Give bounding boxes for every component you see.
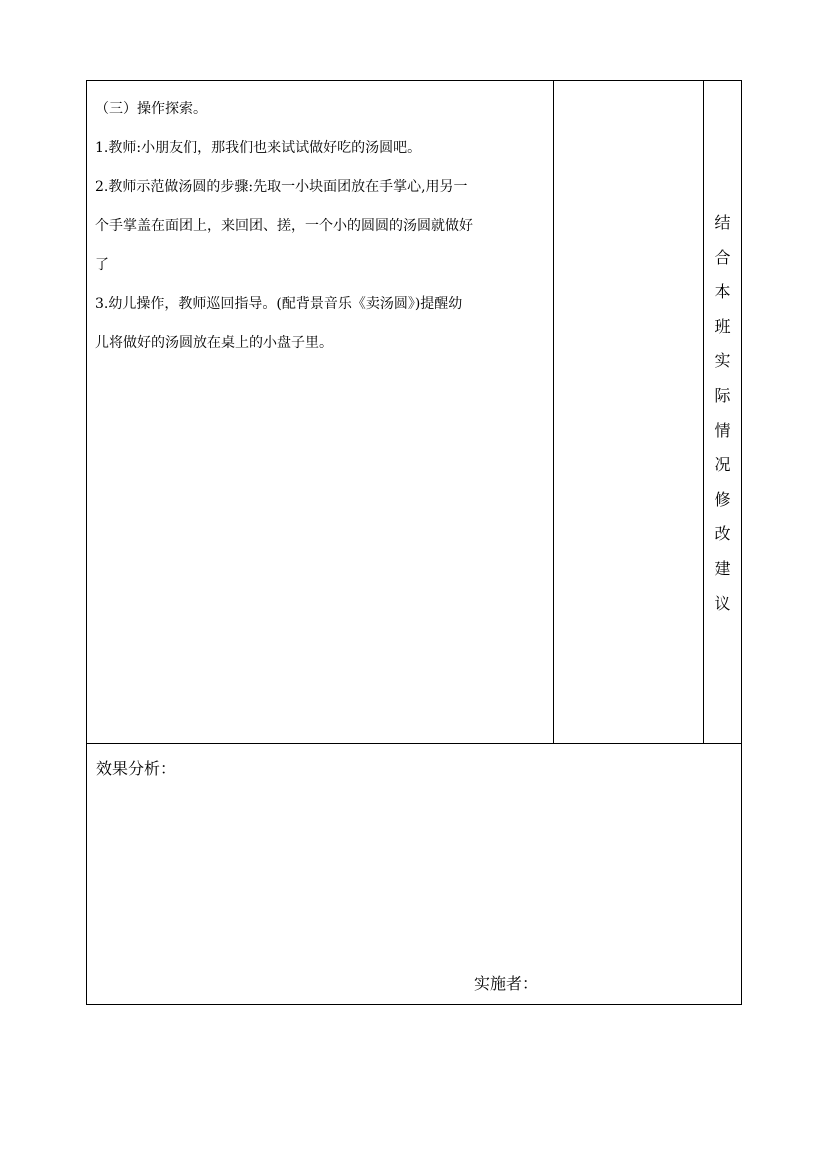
column-divider-1 [553, 80, 554, 744]
section-title: （三）操作探索。 [95, 101, 207, 117]
note-char: 合 [714, 247, 731, 267]
revision-note-vertical [706, 206, 739, 621]
step-3-line-b: 儿将做好的汤圆放在桌上的小盘子里。 [95, 335, 333, 351]
table-border-top [86, 80, 742, 81]
table-border-bottom [86, 1004, 742, 1005]
lesson-content [95, 90, 550, 363]
step-2-line-c: 了 [95, 257, 109, 273]
note-char: 修 [714, 489, 731, 509]
note-char: 结 [714, 213, 731, 232]
note-char: 实 [714, 351, 731, 371]
note-char: 本 [714, 282, 731, 302]
step-2-line-b: 个手掌盖在面团上，来回团、搓，一个小的圆圆的汤圆就做好 [95, 218, 473, 234]
note-char: 班 [714, 316, 731, 336]
note-char: 改 [714, 524, 731, 544]
step-3-line-a: 3.幼儿操作，教师巡回指导。(配背景音乐《卖汤圆》)提醒幼 [95, 296, 463, 312]
note-char: 建 [714, 558, 731, 578]
effect-analysis-label: 效果分析： [96, 759, 177, 778]
table-border-right [741, 80, 742, 1005]
note-char: 议 [714, 593, 731, 613]
implementer-label: 实施者： [474, 974, 539, 993]
column-divider-2 [703, 80, 704, 744]
note-char: 况 [714, 455, 731, 475]
row-divider [86, 743, 742, 744]
note-char: 际 [714, 385, 731, 405]
table-border-left [86, 80, 87, 1005]
step-1: 1.教师:小朋友们，那我们也来试试做好吃的汤圆吧。 [95, 140, 422, 156]
note-char: 情 [714, 420, 731, 440]
step-2-line-a: 2.教师示范做汤圆的步骤:先取一小块面团放在手掌心,用另一 [95, 179, 468, 195]
